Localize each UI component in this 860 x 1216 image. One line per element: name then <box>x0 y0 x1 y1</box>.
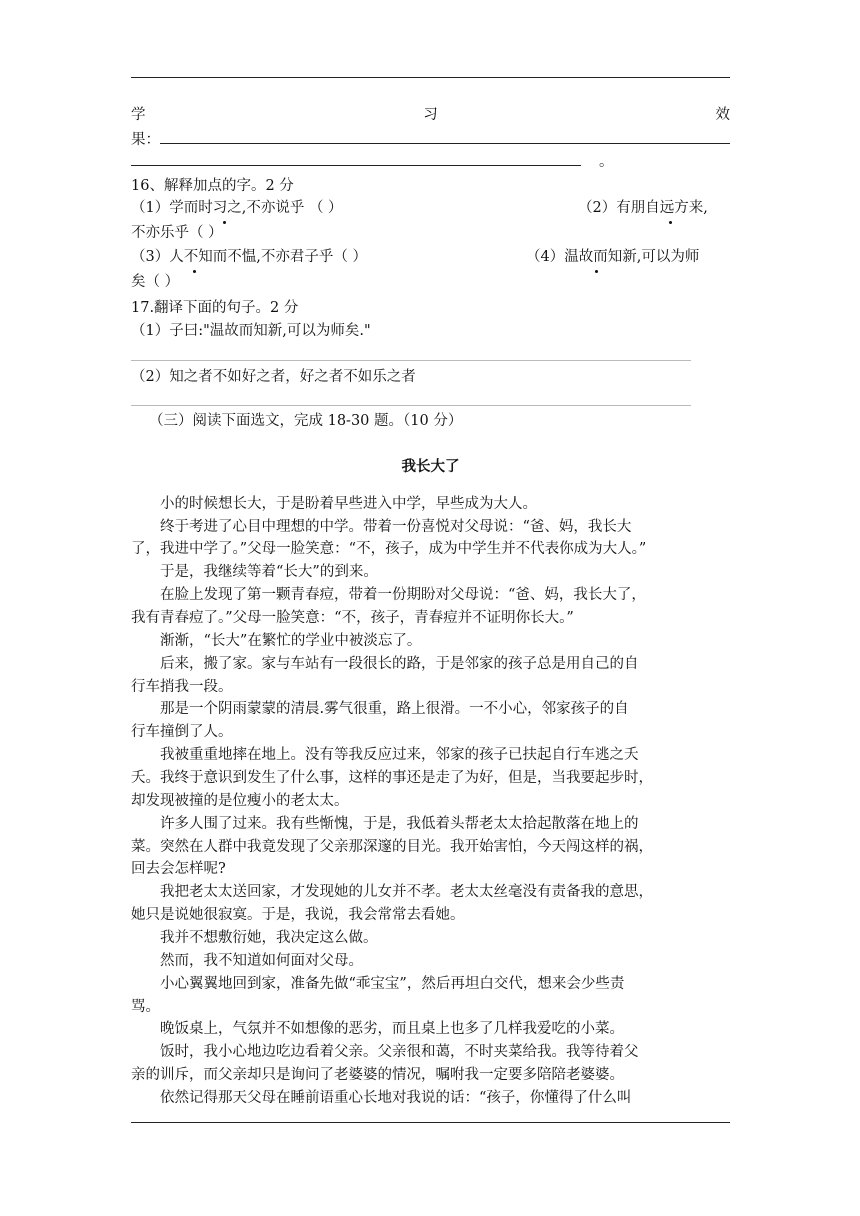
answer-blank[interactable] <box>160 129 730 144</box>
label-char: 习 <box>423 107 438 123</box>
question-17-sentence-2: （2）知之者不如好之者，好之者不如乐之者 <box>131 369 416 385</box>
answer-line-2[interactable] <box>131 405 691 406</box>
section-3-intro: （三）阅读下面选文，完成 18-30 题。（10 分） <box>149 413 463 429</box>
passage-line: 小心翼翼地回到家，准备先做“乖宝宝”，然后再坦白交代，想来会少些责 <box>160 976 625 992</box>
passage-line: 我有青春痘了。”父母一脸笑意：“不，孩子，青春痘并不证明你长大。” <box>131 610 574 626</box>
item-4-cont: 矣（ ） <box>131 274 180 290</box>
passage-line: 我并不想敷衍她，我决定这么做。 <box>160 930 378 946</box>
question-16-row-1 <box>131 197 730 219</box>
answer-blank[interactable] <box>131 151 581 166</box>
passage-line: 后来，搬了家。家与车站有一段很长的路，于是邻家的孩子总是用自己的自 <box>160 656 639 672</box>
document-page <box>131 0 730 1216</box>
item-1: （1）学而时习之,不亦说乎 （ ） <box>131 200 343 216</box>
passage-title: 我长大了 <box>401 459 460 475</box>
answer-line-1[interactable] <box>131 360 691 361</box>
item-3: （3）人不知而不愠,不亦君子乎（ ） <box>131 249 367 265</box>
question-17-sentence-1: （1）子曰:"温故而知新,可以为师矣." <box>131 323 371 339</box>
item-2: （2）有朋自远方来, <box>578 200 708 216</box>
period: 。 <box>599 154 614 170</box>
passage-line: 她只是说她很寂寞。于是，我说，我会常常去看她。 <box>131 907 465 923</box>
passage-line: 渐渐，“长大”在繁忙的学业中被淡忘了。 <box>160 633 422 649</box>
passage-line: 然而，我不知道如何面对父母。 <box>160 953 363 969</box>
passage-line: 夭。我终于意识到发生了什么事，这样的事还是走了为好，但是，当我要起步时， <box>131 770 653 786</box>
emphasis-dot <box>595 270 598 273</box>
learning-effect-answer-row <box>131 129 730 151</box>
passage-line: 回去会怎样呢? <box>131 861 226 877</box>
question-16-title: 16、解释加点的字。2 分 <box>131 178 294 194</box>
passage-line: 在脸上发现了第一颗青春痘，带着一份期盼对父母说：“爸、妈，我长大了， <box>160 587 646 603</box>
passage-line: 我把老太太送回家，才发现她的儿女并不孝。老太太丝毫没有责备我的意思， <box>160 884 653 900</box>
bottom-rule <box>131 1122 730 1123</box>
passage-line: 亲的训斥，而父亲却只是询问了老婆婆的情况，嘱咐我一定要多陪陪老婆婆。 <box>131 1067 624 1083</box>
learning-effect-label-row <box>131 104 730 126</box>
label-char: 果： <box>131 132 160 148</box>
passage-line: 饭时，我小心地边吃边看着父亲。父亲很和蔼，不时夹菜给我。我等待着父 <box>160 1044 639 1060</box>
passage-line: 我被重重地摔在地上。没有等我反应过来，邻家的孩子已扶起自行车逃之夭 <box>160 747 639 763</box>
passage-line: 了，我进中学了。”父母一脸笑意：“不，孩子，成为中学生并不代表你成为大人。” <box>131 541 647 557</box>
passage-line: 行车撞倒了人。 <box>131 724 233 740</box>
emphasis-dot <box>669 221 672 224</box>
emphasis-dot <box>223 221 226 224</box>
passage-line: 小的时候想长大，于是盼着早些进入中学，早些成为大人。 <box>160 496 537 512</box>
item-2-cont: 不亦乐乎（ ） <box>131 225 223 241</box>
passage-line: 许多人围了过来。我有些惭愧，于是，我低着头帮老太太拾起散落在地上的 <box>160 816 639 832</box>
passage-line: 晚饭桌上，气氛并不如想像的恶劣，而且桌上也多了几样我爱吃的小菜。 <box>160 1021 624 1037</box>
top-rule <box>131 77 730 78</box>
passage-line: 那是一个阴雨蒙蒙的清晨.雾气很重，路上很滑。一不小心，邻家孩子的自 <box>160 701 629 717</box>
passage-line: 于是，我继续等着“长大”的到来。 <box>160 564 378 580</box>
emphasis-dot <box>193 270 196 273</box>
label-char: 效 <box>715 107 730 123</box>
passage-line: 却发现被撞的是位瘦小的老太太。 <box>131 793 349 809</box>
passage-line: 行车捎我一段。 <box>131 679 233 695</box>
passage-line: 骂。 <box>131 999 160 1015</box>
item-4: （4）温故而知新,可以为师 <box>526 249 700 265</box>
passage-line: 终于考进了心目中理想的中学。带着一份喜悦对父母说：“爸、妈，我长大 <box>160 519 632 535</box>
question-17-title: 17.翻译下面的句子。2 分 <box>131 300 299 316</box>
passage-line: 依然记得那天父母在睡前语重心长地对我说的话：“孩子，你懂得了什么叫 <box>160 1090 632 1106</box>
question-16-row-2 <box>131 246 730 268</box>
label-char: 学 <box>131 107 146 123</box>
learning-effect-answer-row-2 <box>131 151 730 173</box>
passage-line: 菜。突然在人群中我竟发现了父亲那深邃的目光。我开始害怕，今天闯这样的祸， <box>131 839 653 855</box>
